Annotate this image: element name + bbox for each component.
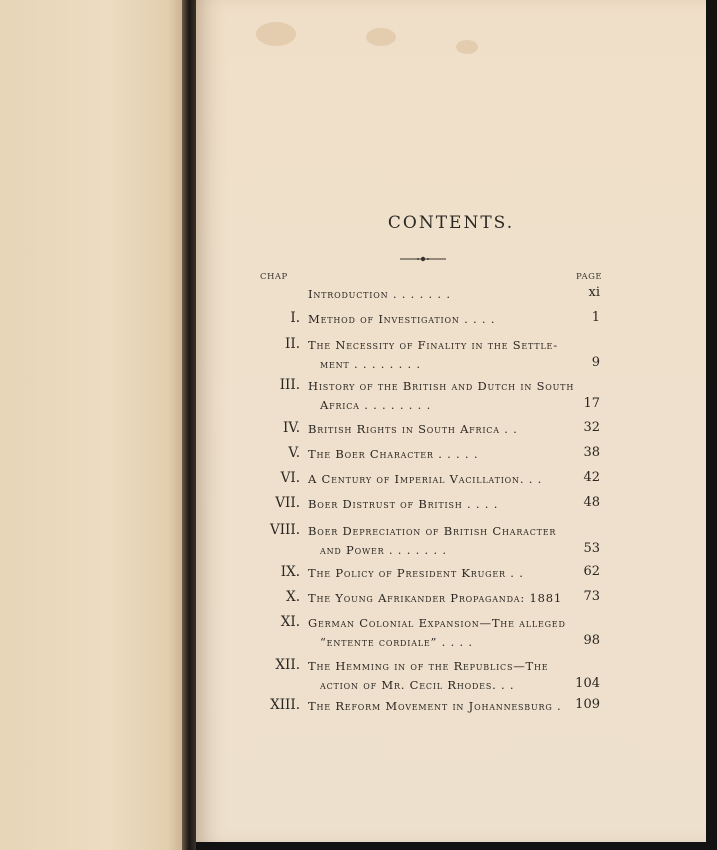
page-number: 53 <box>583 541 600 556</box>
chapter-title <box>308 657 580 695</box>
chapter-number: III. <box>279 377 300 393</box>
chapter-title <box>308 614 580 652</box>
chapter-title <box>308 445 580 464</box>
chapter-number: X. <box>286 589 300 605</box>
table-of-contents <box>196 0 706 842</box>
chapter-number: IV. <box>282 420 300 436</box>
chapter-title <box>308 336 580 374</box>
chapter-title <box>308 470 580 489</box>
chapter-number: IX. <box>280 564 300 580</box>
chapter-title-line: The Hemming in of the Republics—The <box>308 659 549 673</box>
chapter-title <box>308 495 580 514</box>
page-number: 32 <box>583 420 600 435</box>
chapter-number: VII. <box>275 495 300 511</box>
chapter-title <box>308 589 580 608</box>
chapter-title-line: Boer Depreciation of British Character <box>308 524 557 538</box>
right-page <box>196 0 706 842</box>
page-number: 1 <box>591 310 600 325</box>
chapter-title-line: The Boer Character . . . . . <box>308 447 479 461</box>
page-number: xi <box>588 285 600 300</box>
chapter-title-line: A Century of Imperial Vacillation. . . <box>308 472 543 486</box>
page-number: 38 <box>583 445 600 460</box>
chapter-number: VIII. <box>269 522 300 538</box>
page-title: CONTENTS. <box>387 213 515 233</box>
page-column-header: PAGE <box>576 272 603 282</box>
chapter-title <box>308 420 580 439</box>
chapter-title <box>308 377 580 415</box>
chapter-number: XII. <box>275 657 300 673</box>
chapter-title-line: The Young Afrikander Propaganda: 1881 <box>308 591 562 605</box>
chapter-title-continuation: action of Mr. Cecil Rhodes. . . <box>320 678 515 692</box>
chapter-number: XIII. <box>270 697 300 713</box>
page-number: 62 <box>583 564 600 579</box>
left-page <box>0 0 182 850</box>
page-number: 9 <box>591 355 600 370</box>
book-gutter <box>182 0 196 850</box>
chapter-number: V. <box>288 445 300 461</box>
chapter-title-line: The Policy of President Kruger . . <box>308 566 524 580</box>
chapter-title-line: The Necessity of Finality in the Settle- <box>308 338 558 352</box>
chapter-title <box>308 564 580 583</box>
chapter-title-continuation: and Power . . . . . . . <box>320 543 447 557</box>
chapter-title <box>308 310 580 329</box>
chapter-title-line: British Rights in South Africa . . <box>308 422 518 436</box>
chapter-title-line: Boer Distrust of British . . . . <box>308 497 499 511</box>
chapter-number: VI. <box>280 470 300 486</box>
page-number: 73 <box>583 589 600 604</box>
chapter-title-line: The Reform Movement in Johannesburg . <box>308 699 562 713</box>
chapter-title-continuation: Africa . . . . . . . . <box>320 398 432 412</box>
chapter-title <box>308 697 580 716</box>
page-number: 104 <box>575 676 600 691</box>
page-number: 42 <box>583 470 600 485</box>
chapter-title-continuation: “entente cordiale” . . . . <box>320 635 473 649</box>
page-number: 98 <box>583 633 600 648</box>
chapter-title-line: German Colonial Expansion—The alleged <box>308 616 566 630</box>
chapter-title-line: Introduction . . . . . . . <box>308 287 451 301</box>
page-number: 17 <box>583 396 600 411</box>
chapter-number: II. <box>285 336 300 352</box>
chapter-title-continuation: ment . . . . . . . . <box>320 357 421 371</box>
chapter-title-line: Method of Investigation . . . . <box>308 312 496 326</box>
chapter-number: I. <box>290 310 300 326</box>
chapter-title <box>308 522 580 560</box>
chap-column-header: CHAP <box>260 272 288 282</box>
page-number: 48 <box>583 495 600 510</box>
chapter-title-line: History of the British and Dutch in South <box>308 379 575 393</box>
page-number: 109 <box>575 697 600 712</box>
chapter-title <box>308 285 580 304</box>
chapter-number: XI. <box>280 614 300 630</box>
